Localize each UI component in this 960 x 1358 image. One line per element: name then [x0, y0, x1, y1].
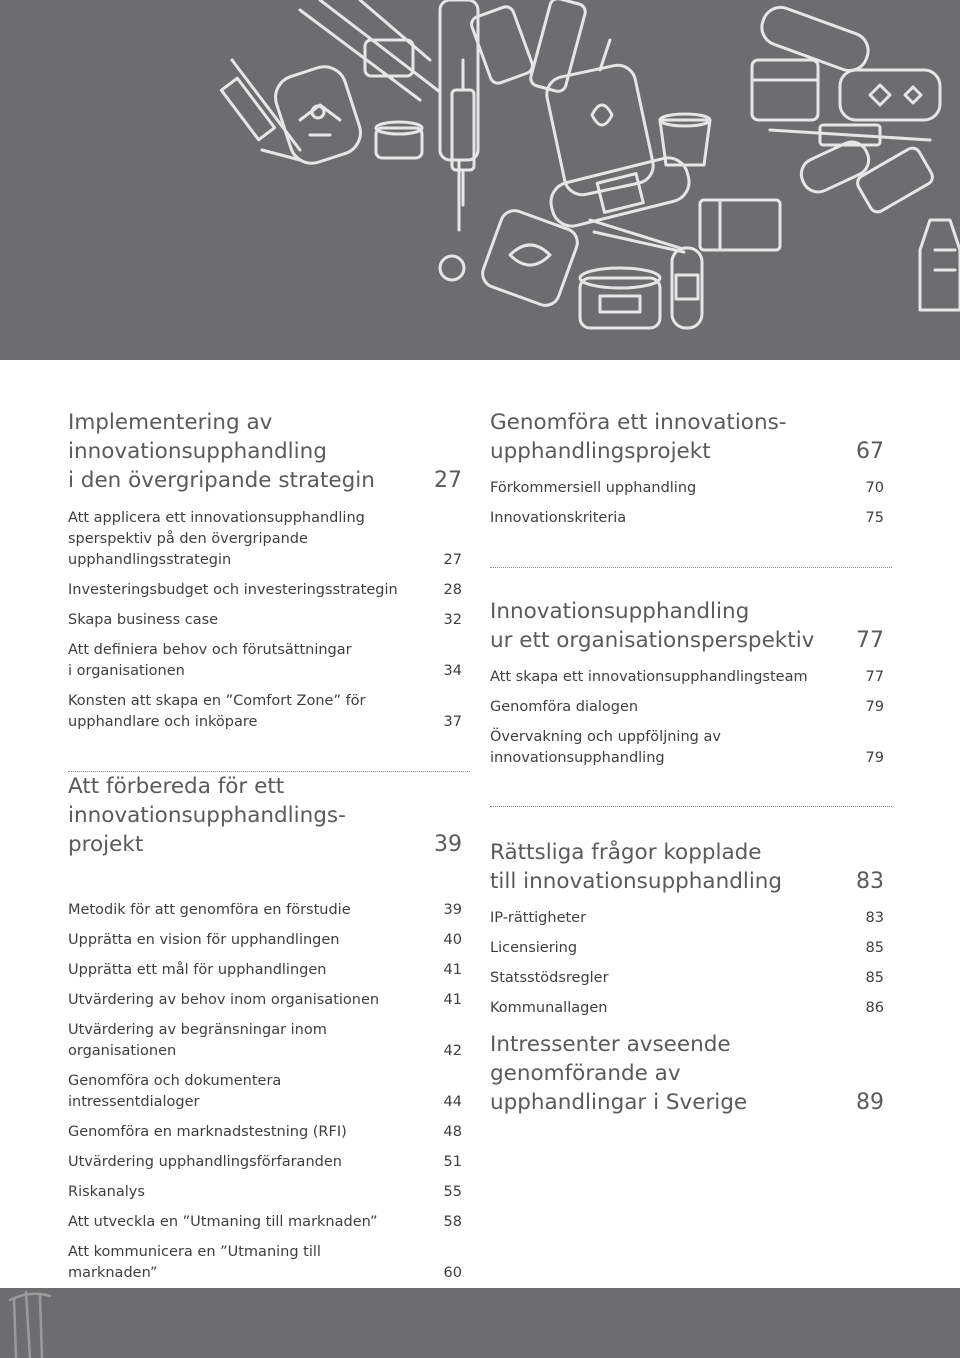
section-title [490, 838, 884, 896]
section-title [490, 408, 884, 466]
section-title [68, 772, 462, 859]
toc-entry-list [490, 478, 884, 529]
toc-entry[interactable] [68, 990, 462, 1011]
toc-entry[interactable] [68, 640, 462, 682]
toc-entry[interactable] [68, 960, 462, 981]
section-page-number: 39 [434, 832, 462, 857]
header-banner [0, 0, 960, 360]
toc-entry[interactable] [68, 1071, 462, 1113]
section-page-number: 27 [434, 468, 462, 493]
section-page-number: 77 [856, 628, 884, 653]
toc-entry-page: 32 [443, 612, 462, 628]
toc-entry[interactable] [68, 1020, 462, 1062]
pill-bottle-icon [479, 207, 582, 310]
toc-entry-list [68, 508, 462, 733]
section-title-line: Att förbereda för ett [68, 774, 285, 799]
section-heading [68, 408, 462, 495]
section-title-line: innovationsupphandlings- [68, 803, 346, 828]
toc-entry-line: Genomföra dialogen [490, 699, 639, 715]
toc-entry[interactable] [68, 1122, 462, 1143]
medical-supplies-illustration [0, 0, 960, 360]
dotted-divider [490, 567, 892, 568]
toc-entry-page: 79 [865, 699, 884, 715]
section-heading [490, 1030, 884, 1117]
section-heading [490, 408, 884, 466]
toc-entry[interactable] [68, 930, 462, 951]
toc-entry-line: Statsstödsregler [490, 970, 609, 986]
toc-entry[interactable] [490, 908, 884, 929]
toc-entry[interactable] [68, 1152, 462, 1173]
toc-entry-page: 83 [865, 910, 884, 926]
toc-entry-page: 41 [443, 962, 462, 978]
dotted-divider [490, 806, 892, 807]
toc-section [490, 408, 884, 529]
toc-entry-page: 41 [443, 992, 462, 1008]
toc-entry-page: 79 [865, 750, 884, 766]
section-page-number: 67 [856, 439, 884, 464]
toc-entry-page: 55 [443, 1184, 462, 1200]
toc-entry-line: Riskanalys [68, 1184, 145, 1200]
toc-entry-list [68, 900, 462, 1284]
thermometer-icon [440, 0, 478, 280]
toc-entry-line: Förkommersiell upphandling [490, 480, 697, 496]
footer-band [0, 1288, 960, 1358]
toc-entry[interactable] [490, 998, 884, 1019]
toc-entry-line: Att applicera ett innovationsupphandling [68, 510, 365, 526]
toc-entry-page: 60 [443, 1265, 462, 1281]
toc-entry-line: Kommunallagen [490, 1000, 608, 1016]
lotion-bottle-icon-2 [840, 70, 940, 120]
toc-entry[interactable] [490, 968, 884, 989]
toc-entry-line: sperspektiv på den övergripande [68, 531, 308, 547]
toc-section [490, 1030, 884, 1117]
toc-entry-line: Att kommunicera en ”Utmaning till marknaden” [68, 1244, 321, 1281]
toc-entry-line: Att skapa ett innovationsupphandlingsteam [490, 669, 808, 685]
toc-entry[interactable] [68, 1212, 462, 1233]
toc-entry-line: Innovationskriteria [490, 510, 627, 526]
section-title-line: genomförande av [490, 1061, 681, 1086]
toc-entry-page: 86 [865, 1000, 884, 1016]
toc-entry-page: 58 [443, 1214, 462, 1230]
toc-entry-line: Upprätta en vision för upphandlingen [68, 932, 340, 948]
medicine-box-icon [700, 200, 780, 250]
syringe-icon [221, 60, 300, 160]
toc-entry[interactable] [68, 610, 462, 631]
toc-entry-line: Skapa business case [68, 612, 219, 628]
section-title-line: ur ett organisationsperspektiv [490, 628, 815, 653]
toc-entry[interactable] [68, 1242, 462, 1284]
section-heading [490, 838, 884, 896]
toc-entry-line: Investeringsbudget och investeringsstrategin [68, 582, 398, 598]
toc-section [68, 408, 462, 495]
toc-entry-line: Att utveckla en ”Utmaning till marknaden” [68, 1214, 378, 1230]
toc-section [68, 772, 462, 859]
toc-entry-line: Genomföra och dokumentera intressentdialoger [68, 1073, 282, 1110]
tweezers-icon [590, 220, 684, 252]
section-heading [490, 597, 884, 655]
section-title-line: Intressenter avseende [490, 1032, 731, 1057]
toc-entry-page: 34 [443, 663, 462, 679]
toc-entry-line: Licensiering [490, 940, 578, 956]
toc-entry-page: 28 [443, 582, 462, 598]
toc-entry-page: 39 [443, 902, 462, 918]
toc-entry-line: Metodik för att genomföra en förstudie [68, 902, 351, 918]
toc-entry-line: i organisationen [68, 663, 185, 679]
section-title-line: Genomföra ett innovations- [490, 410, 787, 435]
toc-entry-line: innovationsupphandling [490, 750, 665, 766]
toc-entry[interactable] [490, 697, 884, 718]
toc-entry-line: Att definiera behov och förutsättningar [68, 642, 352, 658]
toc-entry-page: 85 [865, 970, 884, 986]
toc-section [490, 838, 884, 1019]
jar-icon-2 [580, 268, 660, 328]
bottle-sketch-icon [0, 1278, 60, 1358]
toc-entry-line: Övervakning och uppföljning av [490, 729, 721, 745]
toc-entry-page: 51 [443, 1154, 462, 1170]
toc-section [490, 597, 884, 769]
toc-entry-line: organisationen [68, 1043, 177, 1059]
toc-entry[interactable] [490, 478, 884, 499]
toc-entry-line: Utvärdering upphandlingsförfaranden [68, 1154, 342, 1170]
section-title-line: Implementering av [68, 410, 273, 435]
toc-entry-page: 37 [443, 714, 462, 730]
toc-entry[interactable] [490, 508, 884, 529]
toc-entry-line: Utvärdering av behov inom organisationen [68, 992, 380, 1008]
toc-entry-list [490, 908, 884, 1019]
section-title-line: Innovationsupphandling [490, 599, 750, 624]
syringe-icon-2 [452, 60, 474, 205]
toc-entry-line: upphandlare och inköpare [68, 714, 258, 730]
toc-entry[interactable] [68, 691, 462, 733]
bandage-icon-3 [672, 248, 702, 328]
section-title [490, 597, 884, 655]
toc-entry[interactable] [68, 1182, 462, 1203]
section-title-line: upphandlingsprojekt [490, 439, 711, 464]
bandage-icon-2 [757, 2, 874, 197]
section-page-number: 89 [856, 1090, 884, 1115]
tube-icon [469, 0, 587, 93]
toc-entry[interactable] [490, 727, 884, 769]
toc-entry-page: 70 [865, 480, 884, 496]
toc-entry-page: 48 [443, 1124, 462, 1140]
section-title-line: innovationsupphandling [68, 439, 327, 464]
toc-entry-page: 85 [865, 940, 884, 956]
toc-entry-page: 42 [443, 1043, 462, 1059]
dropper-bottle-icon [920, 220, 960, 310]
cotton-swab-icon [300, 0, 440, 100]
section-title-line: projekt [68, 832, 144, 857]
jar-icon [376, 122, 422, 158]
cosmetic-jar-icon [365, 40, 413, 76]
toc-entry-list [490, 667, 884, 769]
section-title-line: Rättsliga frågor kopplade [490, 840, 762, 865]
toc-entry-page: 75 [865, 510, 884, 526]
section-page-number: 83 [856, 869, 884, 894]
section-title-line: till innovationsupphandling [490, 869, 783, 894]
pill-box-icon [752, 60, 818, 120]
section-title [490, 1030, 884, 1117]
toc-entry-line: Upprätta ett mål för upphandlingen [68, 962, 327, 978]
section-title [68, 408, 462, 495]
toc-entry-page: 40 [443, 932, 462, 948]
toc-entry[interactable] [68, 900, 462, 921]
toc-entry-line: Genomföra en marknadstestning (RFI) [68, 1124, 347, 1140]
lotion-bottle-icon [270, 61, 366, 169]
toc-entry[interactable] [68, 580, 462, 601]
toc-entry-line: Utvärdering av begränsningar inom [68, 1022, 327, 1038]
toc-entry-page: 27 [443, 552, 462, 568]
toc-entry-page: 44 [443, 1094, 462, 1110]
toc-entry[interactable] [490, 667, 884, 688]
section-heading [68, 772, 462, 859]
section-title-line: upphandlingar i Sverige [490, 1090, 748, 1115]
section-title-line: i den övergripande strategin [68, 468, 375, 493]
toc-entry-line: upphandlingsstrategin [68, 552, 232, 568]
toc-entry-page: 77 [865, 669, 884, 685]
toc-entry[interactable] [490, 938, 884, 959]
toc-entry-line: IP-rättigheter [490, 910, 587, 926]
toc-entry-line: Konsten att skapa en ”Comfort Zone” för [68, 693, 366, 709]
toc-entry[interactable] [68, 508, 462, 571]
